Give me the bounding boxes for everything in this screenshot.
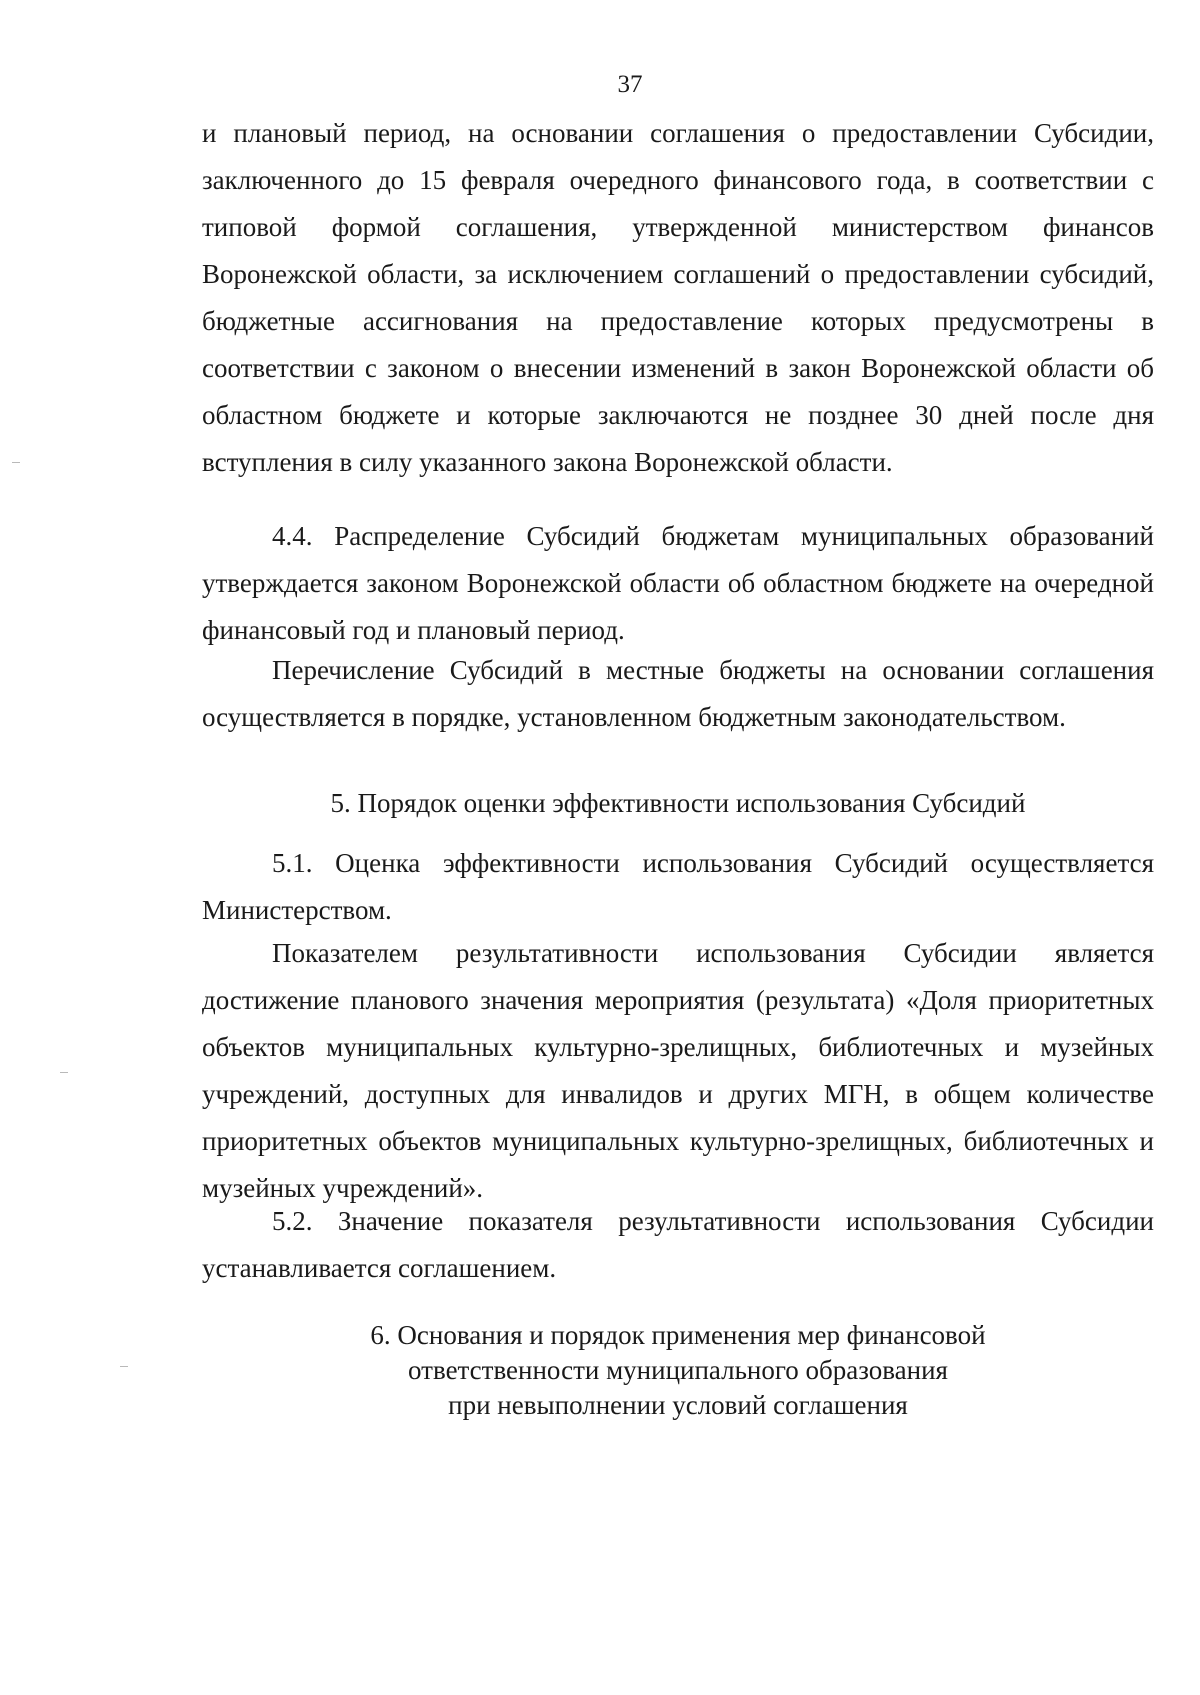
paragraph-transfer — [202, 647, 1154, 741]
paragraph-text: Показателем результативности использования Субсидии является достижение планового значения мероприятия (результата) «Доля приоритетных объектов муниципальных культурно-зрелищных, библиотечных и музейных учреждений, доступных для инвалидов и других МГН, в общем количестве приоритетных объектов муниципальных культурно-зрелищных, библиотечных и музейных учреждений». — [202, 938, 1154, 1203]
section-5-heading: 5. Порядок оценки эффективности использования Субсидий — [330, 788, 1026, 818]
scan-margin-mark — [120, 1366, 128, 1367]
section-6-heading-line: ответственности муниципального образования — [408, 1355, 948, 1385]
page-number: 37 — [617, 71, 643, 98]
section-6-heading-line: 6. Основания и порядок применения мер финансовой — [370, 1320, 986, 1350]
paragraph-text: 4.4. Распределение Субсидий бюджетам муниципальных образований утверждается законом Воронежской области об областном бюджете на очередной финансовый год и плановый период. — [202, 521, 1154, 645]
scan-margin-mark — [60, 1072, 68, 1073]
section-6-heading — [202, 1318, 1154, 1423]
paragraph-continuation — [202, 110, 1154, 486]
paragraph-indicator — [202, 930, 1154, 1212]
paragraph-text: 5.2. Значение показателя результативности использования Субсидии устанавливается соглашением. — [202, 1206, 1154, 1283]
paragraph-text: 5.1. Оценка эффективности использования Субсидий осуществляется Министерством. — [202, 848, 1154, 925]
paragraph-text: Перечисление Субсидий в местные бюджеты на основании соглашения осуществляется в порядке, установленном бюджетным законодательством. — [202, 655, 1154, 732]
paragraph-5-2 — [202, 1198, 1154, 1292]
section-6-heading-line: при невыполнении условий соглашения — [448, 1390, 908, 1420]
paragraph-text: и плановый период, на основании соглашения о предоставлении Субсидии, заключенного до 15 февраля очередного финансового года, в соответствии с типовой формой соглашения, утвержденной министерством финансов Воронежской области, за исключением соглашений о предоставлении субсидий, бюджетные ассигнования на предоставление которых предусмотрены в соответствии с законом о внесении изменений в закон Воронежской области об областном бюджете и которые заключаются не позднее 30 дней после дня вступления в силу указанного закона Воронежской области. — [202, 118, 1154, 477]
paragraph-5-1 — [202, 840, 1154, 934]
scan-margin-mark — [12, 462, 20, 463]
paragraph-4-4 — [202, 513, 1154, 654]
